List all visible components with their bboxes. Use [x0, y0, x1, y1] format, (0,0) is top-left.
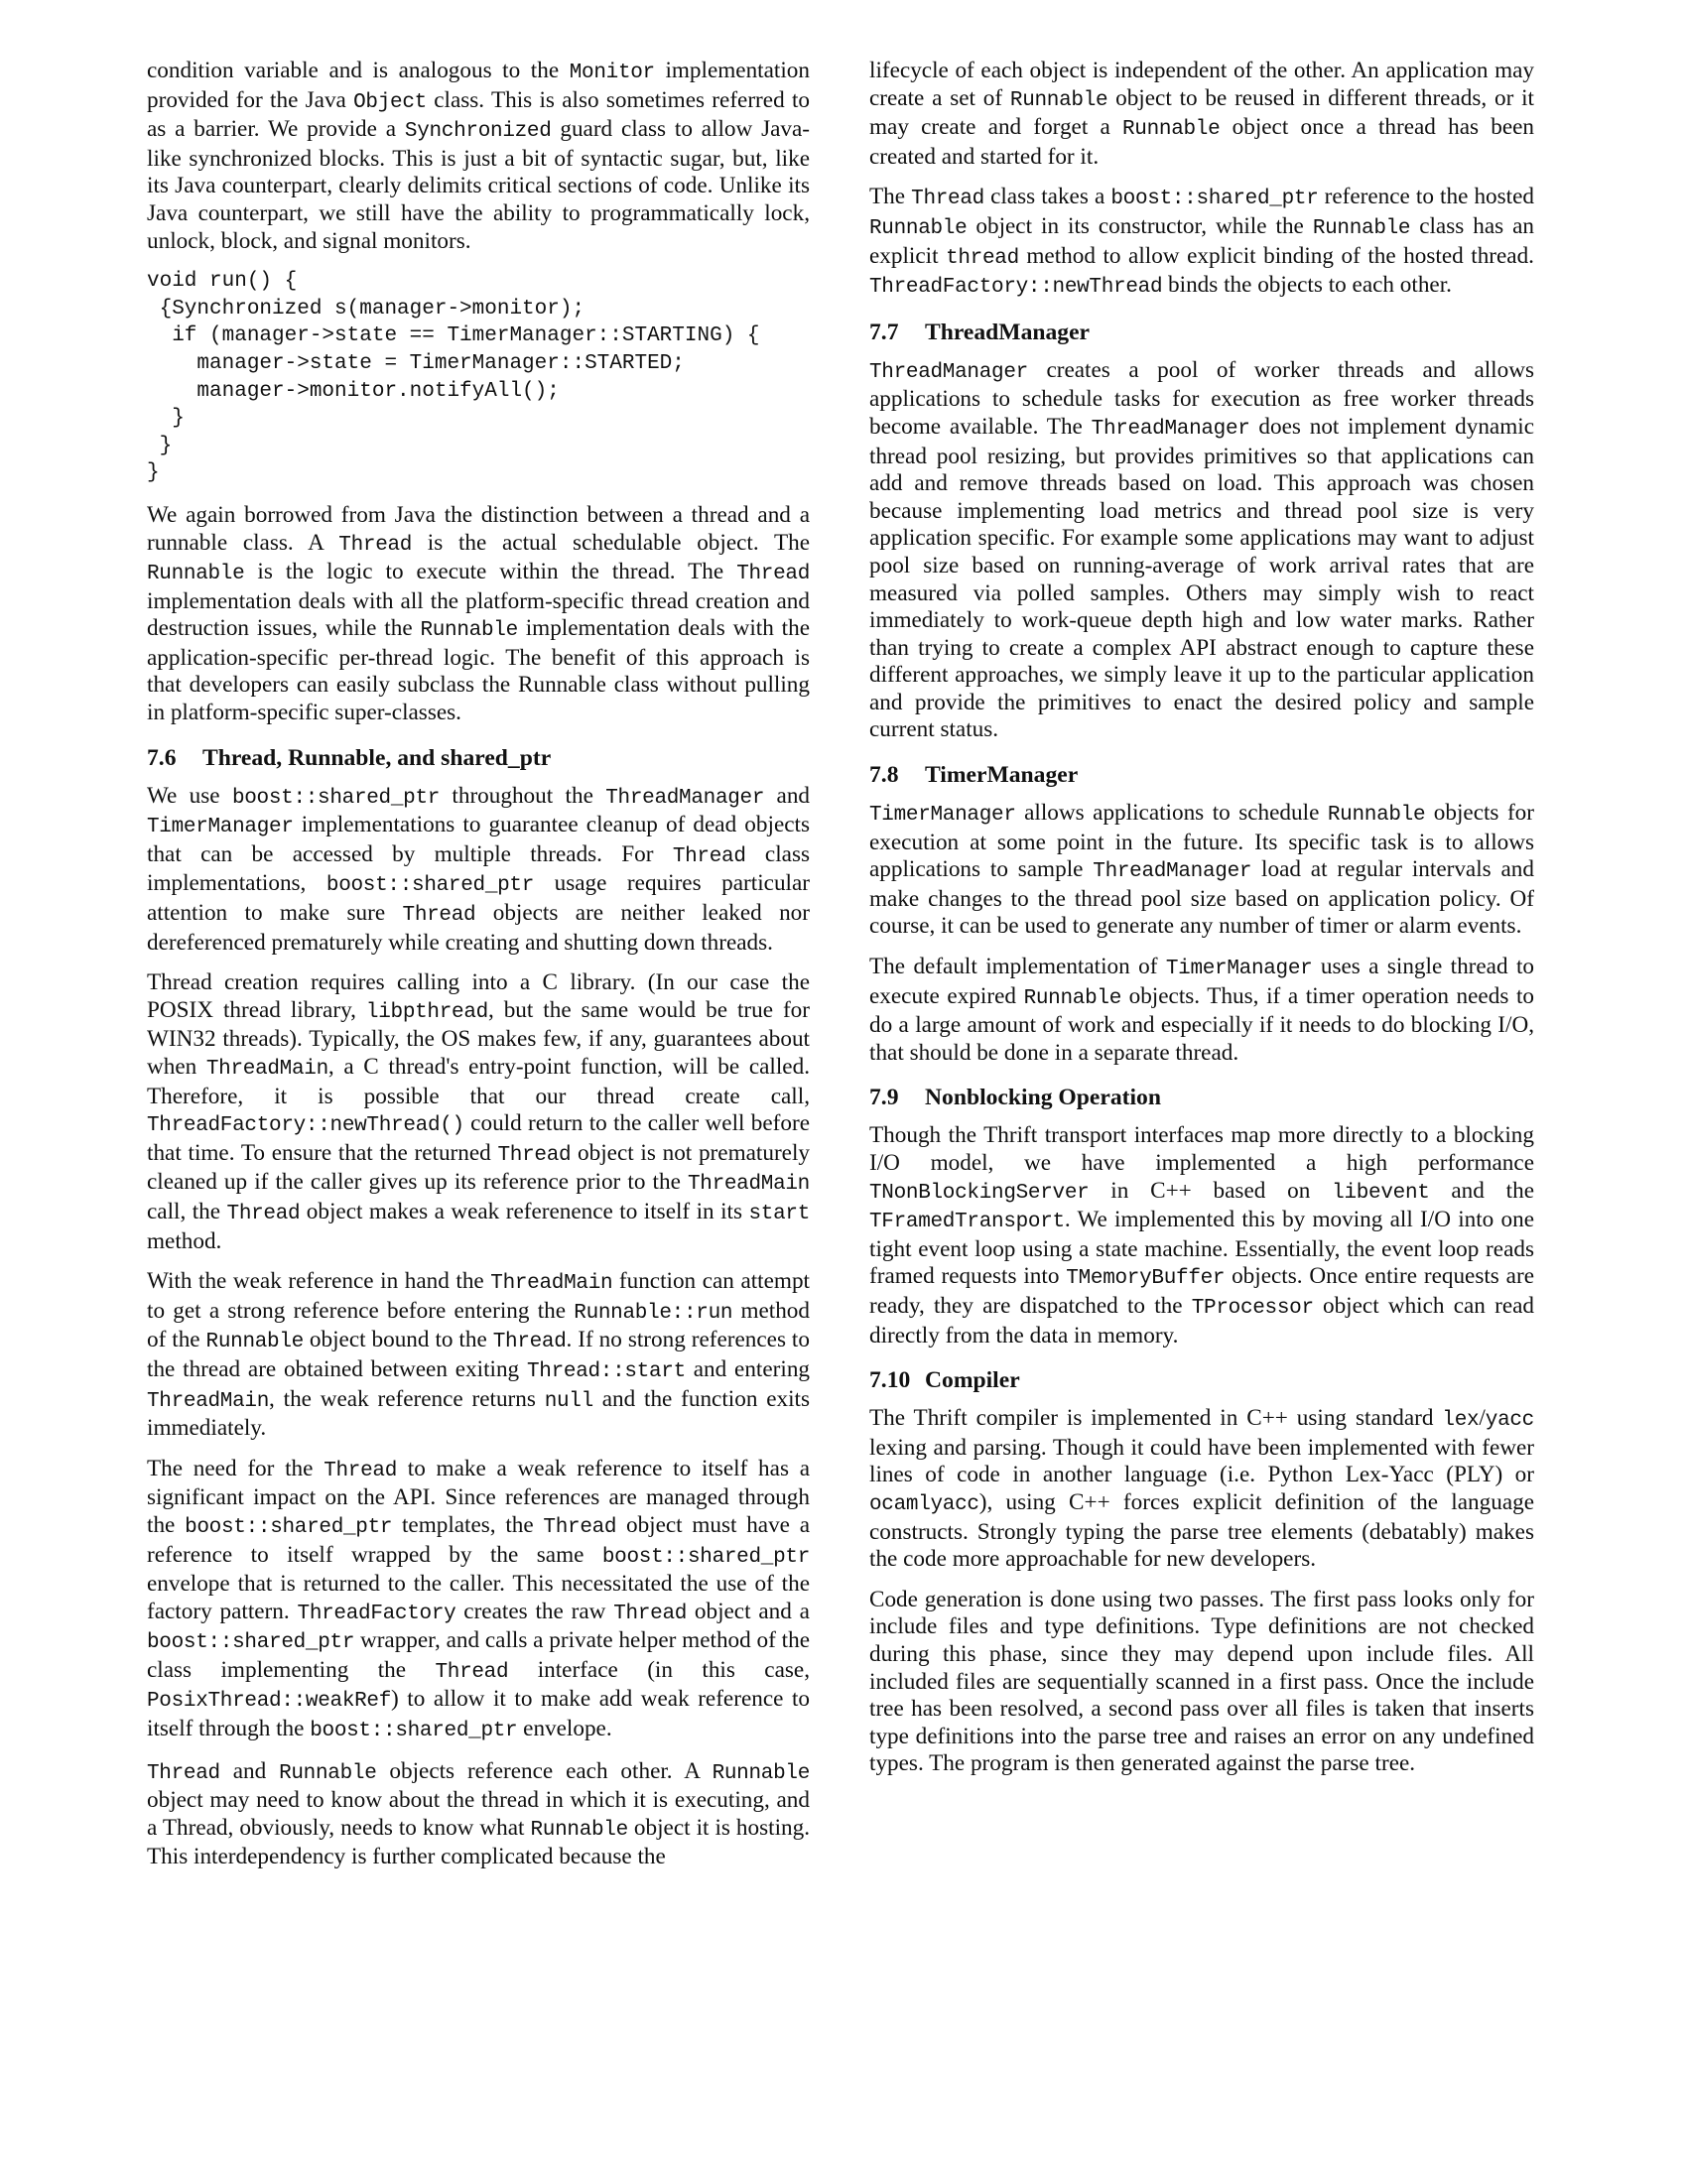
inline-code: libpthread [365, 1000, 488, 1024]
text-run: objects. Thus, if a timer operation needs to do a large amount of work and especially if it needs to do blocking I/O, that should be done in a separate thread. [869, 982, 1535, 1066]
text-run: class implementations, [147, 840, 811, 897]
inline-code: ThreadManager [1093, 860, 1252, 884]
inline-code: Thread::start [526, 1359, 686, 1383]
section-number: 7.7 [869, 319, 899, 345]
text-run: method of the [147, 1297, 810, 1353]
inline-code: Thread [338, 533, 413, 557]
inline-code: boost::shared_ptr [231, 786, 441, 810]
inline-code: TNonBlockingServer [869, 1181, 1090, 1205]
text-run: lexing and parsing. Though it could have been implemented with fewer lines of code in another language (i.e. Python Lex-Yacc (PLY) or [869, 1434, 1534, 1488]
paragraph [869, 357, 1534, 744]
section-heading-7-9 [869, 1084, 1534, 1111]
text-run: object which can read directly from the data in memory. [869, 1292, 1534, 1349]
inline-code: Thread [543, 1515, 617, 1539]
text-run: does not implement dynamic thread pool resizing, but provides primitives so that applications can add and remove threads based on load. This approach was chosen because implementing load metrics and thread pool size is very application specific. For example some applications may want to adjust pool size based on running-average of work arrival rates that are measured via polled samples. Others may simply wish to react immediately to work-queue depth high and low water marks. Rather than trying to create a complex API abstract enough to capture these different approaches, we simply leave it up to the particular application and provide the primitives to enact the desired policy and sample current status. [869, 413, 1534, 743]
inline-code: Thread [402, 904, 476, 928]
text-run: interface (in this case, [508, 1656, 811, 1683]
text-run: implementation deals with the application-specific per-thread logic. The benefit of this approach is that developers can easily subclass the Runnable class without pulling in platform-specific super-classes. [147, 615, 810, 726]
section-title: ThreadManager [925, 319, 1091, 345]
inline-code: TFramedTransport [869, 1211, 1065, 1234]
inline-code: Thread [226, 1202, 301, 1225]
inline-code: ThreadFactory::newThread() [147, 1114, 464, 1138]
inline-code: TimerManager [147, 816, 294, 839]
inline-code: Thread [613, 1602, 688, 1625]
inline-code: Thread [497, 1143, 572, 1167]
text-run: objects for execution at some point in the future. Its specific task is to allows applications to sample [869, 800, 1534, 883]
text-run: creates a pool of worker threads and allows applications to schedule tasks for execution as free worker threads become available. The [869, 356, 1534, 440]
text-run: is the logic to execute within the thread. The [244, 559, 737, 585]
text-run: method. [147, 1227, 222, 1254]
text-run: objects reference each other. A [376, 1757, 713, 1784]
inline-code: Object [353, 90, 427, 114]
inline-code: ThreadMain [490, 1272, 613, 1296]
section-title: TimerManager [925, 762, 1079, 789]
inline-code: ocamlyacc [869, 1492, 979, 1516]
paragraph [869, 800, 1534, 941]
text-run: . We implemented this by moving all I/O into one tight event loop using a state machine. Essentially, the event loop reads framed requests into [869, 1207, 1534, 1290]
text-run: We use [147, 782, 232, 809]
text-run: class has an explicit [869, 212, 1534, 269]
text-run: object may need to know about the thread in which it is executing, and a Thread, obviously, needs to know what [147, 1787, 810, 1841]
inline-code: thread [946, 246, 1019, 270]
text-run: uses a single thread to execute expired [869, 954, 1534, 1009]
inline-code: Synchronized [404, 120, 552, 144]
inline-code: ThreadManager [869, 360, 1028, 384]
paragraph [869, 58, 1534, 171]
text-run: and entering [685, 1355, 811, 1382]
inline-code: TMemoryBuffer [1066, 1267, 1226, 1291]
inline-code: null [544, 1389, 593, 1413]
text-run: throughout the [440, 782, 606, 809]
inline-code: Runnable [420, 619, 518, 643]
text-run: , the weak reference returns [269, 1385, 545, 1412]
text-run: object and a [687, 1598, 810, 1624]
inline-code: Runnable [1009, 88, 1108, 112]
text-run: The default implementation of [869, 954, 1166, 980]
text-run: , but the same would be true for WIN32 threads). Typically, the OS makes few, if any, guarantees about when [147, 996, 810, 1080]
inline-code: libevent [1332, 1181, 1430, 1205]
text-run: / [1479, 1405, 1486, 1432]
paragraph [869, 954, 1534, 1067]
section-title: Nonblocking Operation [925, 1085, 1161, 1111]
inline-code: Runnable [279, 1761, 377, 1785]
inline-code: Runnable [1327, 804, 1426, 828]
text-run: Though the Thrift transport interfaces map more directly to a blocking I/O model, we have implemented a high performance [869, 1122, 1534, 1176]
paragraph [869, 1405, 1534, 1574]
section-heading-7-10 [869, 1366, 1534, 1394]
inline-code: yacc [1485, 1409, 1534, 1433]
text-run: call, the [147, 1198, 227, 1224]
inline-code: ThreadMain [147, 1389, 270, 1413]
text-run: object is not prematurely cleaned up if the caller gives up its reference prior to the [147, 1139, 810, 1196]
paragraph [147, 783, 810, 958]
text-run: guard class to allow Java-like synchronized blocks. This is just a bit of syntactic sugar, but, like its Java counterpart, clearly delimits critical sections of code. Unlike its Java counterpart, we still have the ability to programmatically lock, unlock, block, and signal monitors. [147, 116, 811, 254]
text-run: object must have a reference to itself wrapped by the same [147, 1511, 811, 1568]
inline-code: Runnable [530, 1818, 628, 1842]
text-run: to make a weak reference to itself has a significant impact on the API. Since references are managed through the [147, 1455, 811, 1538]
inline-code: PosixThread::weakRef [147, 1690, 392, 1714]
inline-code: TimerManager [1165, 958, 1313, 981]
section-heading-7-8 [869, 761, 1534, 789]
text-run: is the actual schedulable object. The [412, 529, 810, 556]
code-block: void run() { {Synchronized s(manager->monitor); if (manager->state == TimerManager::STARTING) { manager->state = TimerManager::STARTED; manager->monitor.notifyAll(); } } } [147, 270, 760, 485]
text-run: object bound to the [303, 1327, 493, 1353]
inline-code: Runnable::run [574, 1301, 733, 1325]
section-title: Compiler [925, 1367, 1020, 1394]
text-run: binds the objects to each other. [1162, 272, 1452, 299]
text-run: class. This is also sometimes referred to as a barrier. We provide a [147, 86, 810, 143]
inline-code: lex [1442, 1409, 1480, 1433]
text-run: could return to the caller well before that time. To ensure that the returned [147, 1110, 810, 1166]
text-run: load at regular intervals and make changes to the thread pool size based on application policy. Of course, it can be used to generate any number of timer or alarm events. [869, 856, 1534, 940]
inline-code: ThreadMain [205, 1058, 328, 1081]
paragraph [147, 502, 810, 727]
section-number: 7.10 [869, 1367, 911, 1394]
text-run: class takes a [983, 184, 1111, 210]
text-run: lifecycle of each object is independent of the other. An application may create a set of [869, 58, 1534, 111]
text-run: object in its constructor, while the [967, 212, 1313, 239]
text-run: and the [1429, 1177, 1534, 1204]
left-column [147, 58, 810, 1884]
inline-code: Runnable [712, 1761, 810, 1785]
paragraph [869, 1587, 1534, 1778]
inline-code: boost::shared_ptr [601, 1545, 810, 1569]
text-run: Thread creation requires calling into a C library. (In our case the POSIX thread library, [147, 969, 810, 1023]
inline-code: Thread [911, 188, 984, 211]
paragraph [147, 1758, 810, 1871]
inline-code: TProcessor [1191, 1296, 1314, 1320]
section-number: 7.8 [869, 762, 899, 789]
text-run: method to allow explicit binding of the hosted thread. [1018, 242, 1534, 269]
text-run: ) to allow it to make add weak reference to itself through the [147, 1686, 810, 1742]
text-run: implementation deals with all the platform-specific thread creation and destruction issues, while the [147, 587, 810, 642]
inline-code: ThreadFactory [297, 1602, 456, 1625]
inline-code: Runnable [205, 1331, 304, 1354]
text-run: With the weak reference in hand the [147, 1268, 491, 1295]
text-run: The [869, 184, 912, 210]
text-run: creates the raw [455, 1598, 614, 1624]
text-run: templates, the [392, 1511, 544, 1538]
inline-code: boost::shared_ptr [1110, 188, 1319, 211]
inline-code: start [748, 1202, 810, 1225]
text-run: We again borrowed from Java the distinction between a thread and a runnable class. A [147, 501, 810, 556]
text-run: implementations to guarantee cleanup of dead objects that can be accessed by multiple threads. For [147, 812, 810, 867]
text-run: . If no strong references to the thread are obtained between exiting [147, 1327, 810, 1382]
section-title: Thread, Runnable, and shared_ptr [202, 744, 552, 771]
text-run: implementation provided for the Java [147, 58, 810, 113]
inline-code: Thread [324, 1459, 397, 1482]
right-column [869, 58, 1534, 1791]
inline-code: Runnable [869, 216, 968, 240]
inline-code: boost::shared_ptr [310, 1720, 518, 1743]
paragraph [147, 969, 810, 1255]
inline-code: boost::shared_ptr [325, 874, 535, 898]
text-run: wrapper, and calls a private helper method of the class implementing the [147, 1627, 810, 1683]
text-run: object makes a weak referenence to itself in its [300, 1198, 749, 1224]
inline-code: Monitor [569, 62, 655, 84]
paragraph [869, 1122, 1534, 1349]
inline-code: TimerManager [869, 804, 1016, 828]
text-run: object once a thread has been created and started for it. [869, 114, 1534, 170]
inline-code: boost::shared_ptr [185, 1515, 393, 1539]
text-run: object to be reused in different threads, or it may create and forget a [869, 84, 1534, 141]
inline-code: Runnable [1023, 986, 1121, 1010]
inline-code: ThreadManager [605, 786, 765, 810]
text-run: allows applications to schedule [1015, 800, 1328, 827]
text-run: envelope. [517, 1716, 612, 1742]
text-run: function can attempt to get a strong reference before entering the [147, 1268, 810, 1324]
paragraph [869, 184, 1534, 301]
section-number: 7.9 [869, 1085, 899, 1111]
text-run: and the function exits immediately. [147, 1385, 811, 1442]
section-heading-7-7 [869, 319, 1534, 346]
inline-code: Thread [492, 1331, 567, 1354]
inline-code: Thread [672, 844, 746, 868]
text-run: objects are neither leaked nor dereferenced prematurely while creating and shutting down threads. [147, 900, 811, 956]
text-run: envelope that is returned to the caller. This necessitated the use of the factory pattern. [147, 1571, 810, 1624]
text-run: The need for the [147, 1455, 325, 1481]
text-run: reference to the hosted [1318, 184, 1534, 210]
inline-code: Thread [736, 563, 810, 586]
text-run: object it is hosting. This interdependency is further complicated because the [147, 1814, 810, 1870]
inline-code: Runnable [1312, 216, 1411, 240]
inline-code: boost::shared_ptr [147, 1631, 355, 1655]
text-run: in C++ based on [1089, 1177, 1333, 1204]
section-heading-7-6 [147, 744, 810, 772]
text-run: condition variable and is analogous to the [147, 58, 570, 83]
inline-code: Thread [147, 1761, 220, 1785]
text-run: and [764, 782, 811, 809]
text-run: , a C thread's entry-point function, will be called. Therefore, it is possible that our thread create call, [147, 1054, 810, 1109]
text-run: The Thrift compiler is implemented in C++ using standard [869, 1405, 1443, 1432]
text-run: usage requires particular attention to make sure [147, 870, 810, 927]
inline-code: ThreadFactory::newThread [869, 276, 1163, 300]
paragraph [147, 58, 810, 255]
inline-code: Thread [435, 1660, 509, 1684]
text-run: ), using C++ forces explicit definition of the language constructs. Strongly typing the parse tree elements (debatably) makes the code more approachable for new developers. [869, 1488, 1534, 1573]
text-run: Code generation is done using two passes. The first pass looks only for include files and type definitions. Type definitions are not checked during this phase, since they may depend upon include files. All included files are sequentially scanned in a first pass. Once the include tree has been resolved, a second pass over all files is taken that inserts type definitions into the parse tree and raises an error on any undefined types. The program is then generated against the parse tree. [869, 1586, 1534, 1777]
inline-code: ThreadMain [687, 1173, 810, 1197]
inline-code: Runnable [147, 563, 245, 586]
inline-code: Runnable [1122, 118, 1221, 142]
text-run: and [219, 1757, 280, 1784]
paragraph [147, 1268, 810, 1443]
section-number: 7.6 [147, 744, 177, 771]
inline-code: ThreadManager [1091, 417, 1250, 441]
paragraph [147, 1456, 810, 1745]
text-run: objects. Once entire requests are ready, they are dispatched to the [869, 1263, 1534, 1319]
